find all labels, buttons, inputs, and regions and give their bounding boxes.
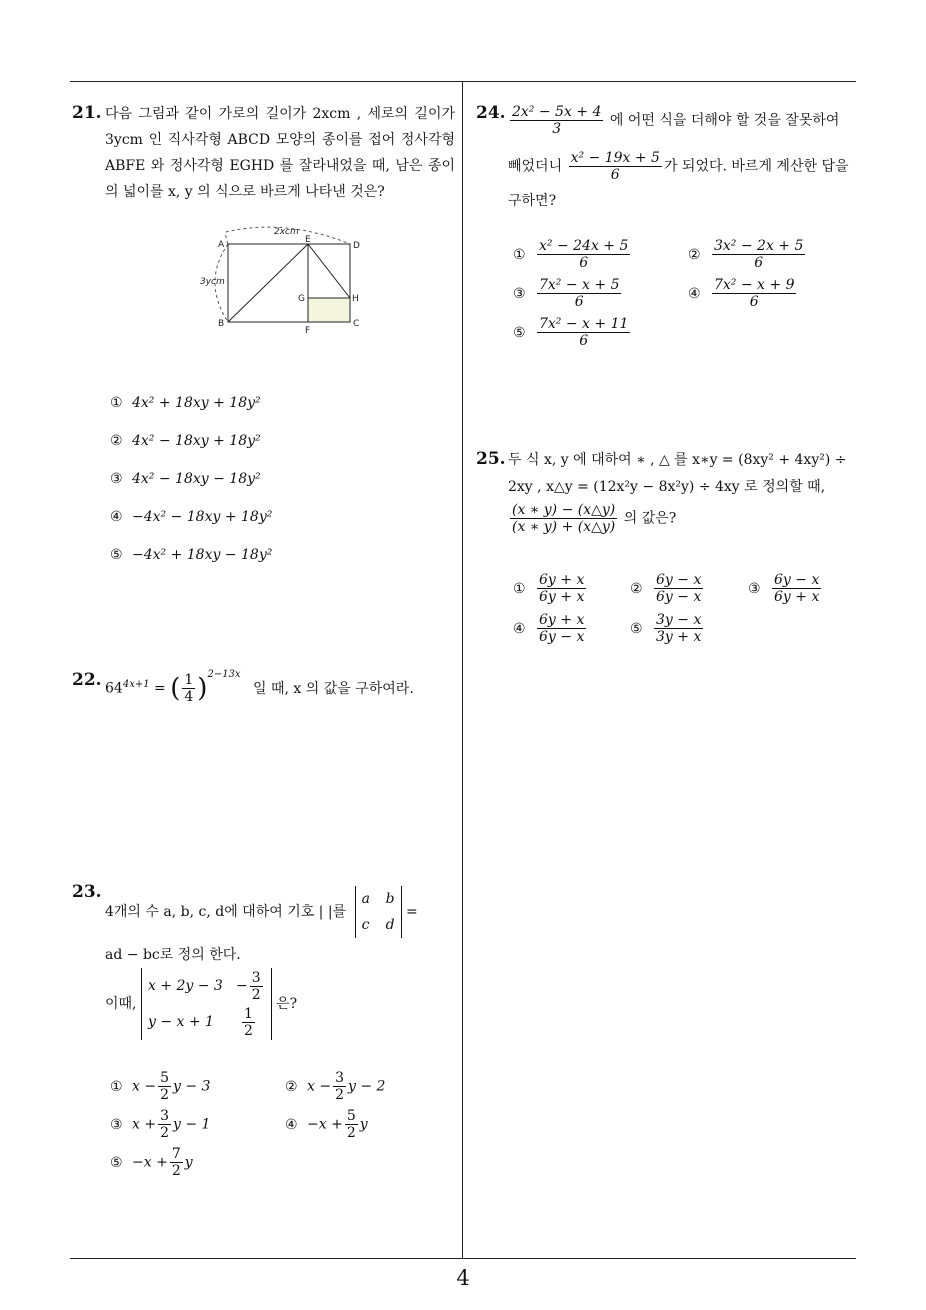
- choice-3[interactable]: ③ x + $\frac{3}{2}$ y − 1: [110, 1108, 211, 1141]
- choice-1[interactable]: ① x − $\frac{5}{2}$ y − 3: [110, 1070, 211, 1103]
- choice-1[interactable]: ① $\frac{6y + x}{6y + x}$: [513, 572, 585, 605]
- question-line-2: 빼었더니 $\frac{\text{x² − 19x + 5}}{6}$ 가 되었다. 바르게 계산한 답을: [508, 150, 849, 183]
- question-line-1: 두 식 x, y 에 대하여 ∗ , △ 를 x∗y = (8xy² + 4xy²) ÷: [508, 452, 847, 468]
- choice-3[interactable]: ③ 4x² − 18xy − 18y²: [110, 471, 261, 487]
- label-c: C: [353, 319, 360, 329]
- label-h: H: [352, 294, 359, 304]
- choice-1[interactable]: ① 4x² + 18xy + 18y²: [110, 395, 261, 411]
- column-divider: [462, 82, 463, 1258]
- page-number: 4: [456, 1266, 470, 1290]
- question-determinant: 이때, x + 2y − 3 − $\frac{3}{2}$ y − x + 1 $\frac{1}{2}$ 은?: [105, 969, 298, 1039]
- equation: $64^{4x+1}$ = ( $\frac{1}{4}$ )$^{2-13x}$ 일 때, x 의 값을 구하여라.: [105, 669, 414, 706]
- choice-4[interactable]: ④ −4x² − 18xy + 18y²: [110, 509, 273, 525]
- question-line-3: $\frac{(x ∗ y) - (x\triangle y)}{(x ∗ y) + (x\triangle y)}$ 의 값은?: [512, 502, 677, 535]
- question-number: 22.: [72, 670, 102, 690]
- question-number: 23.: [72, 882, 102, 902]
- choice-5[interactable]: ⑤ −4x² + 18xy − 18y²: [110, 547, 273, 563]
- label-b: B: [218, 319, 225, 329]
- choice-2[interactable]: ② 4x² − 18xy + 18y²: [110, 433, 261, 449]
- question-number: 21.: [72, 103, 102, 123]
- choice-5[interactable]: ⑤ $\frac{\text{7x² − x + 11}}{6}$: [513, 316, 629, 349]
- question-line-3: 구하면?: [508, 193, 557, 209]
- choice-2[interactable]: ② $\frac{\text{3x² − 2x + 5}}{6}$: [688, 238, 804, 271]
- definition-line: 4개의 수 a, b, c, d에 대하여 기호 | |를 a b c d =: [105, 886, 418, 938]
- width-label: 2xcm: [274, 227, 299, 237]
- remaining-region: [308, 298, 350, 322]
- label-f: F: [305, 326, 311, 336]
- question-number: 25.: [476, 449, 506, 469]
- choice-1[interactable]: ① $\frac{\text{x² − 24x + 5}}{6}$: [513, 238, 629, 271]
- label-d: D: [353, 241, 360, 251]
- determinant-symbol: a b c d: [355, 886, 402, 938]
- rectangle-figure: [190, 222, 380, 337]
- label-g: G: [298, 294, 305, 304]
- top-rule: [70, 81, 856, 82]
- height-label: 3ycm: [200, 277, 225, 287]
- choice-3[interactable]: ③ $\frac{\text{7x² − x + 5}}{6}$: [513, 277, 620, 310]
- choice-4[interactable]: ④ $\frac{6y + x}{6y - x}$: [513, 612, 585, 645]
- question-number: 24.: [476, 103, 506, 123]
- choice-4[interactable]: ④ $\frac{\text{7x² − x + 9}}{6}$: [688, 277, 795, 310]
- definition-line-2: ad − bc로 정의 한다.: [105, 947, 241, 963]
- choice-5[interactable]: ⑤ −x + $\frac{7}{2}$ y: [110, 1146, 193, 1179]
- label-e: E: [305, 235, 311, 245]
- choice-4[interactable]: ④ −x + $\frac{5}{2}$ y: [285, 1108, 368, 1141]
- choice-5[interactable]: ⑤ $\frac{3y - x}{3y + x}$: [630, 612, 702, 645]
- question-line-1: $\frac{\text{2x² − 5x + 4}}{3}$ 에 어떤 식을 더해야 할 것을 잘못하여: [512, 104, 840, 137]
- label-a: A: [218, 240, 225, 250]
- bottom-rule: [70, 1258, 856, 1259]
- choice-2[interactable]: ② x − $\frac{3}{2}$ y − 2: [285, 1070, 386, 1103]
- choice-3[interactable]: ③ $\frac{6y - x}{6y + x}$: [748, 572, 820, 605]
- question-line-2: 2xy , x△y = (12x²y − 8x²y) ÷ 4xy 로 정의할 때,: [508, 479, 826, 495]
- choice-2[interactable]: ② $\frac{6y - x}{6y - x}$: [630, 572, 702, 605]
- question-text: 다음 그림과 같이 가로의 길이가 2xcm , 세로의 길이가 3ycm 인 직사각형 ABCD 모양의 종이를 접어 정사각형 ABFE 와 정사각형 EGHD 를 잘라내었을 때, 남은 종이의 넓이를 x, y 의 식으로 바르게 나타낸 것은?: [105, 106, 455, 200]
